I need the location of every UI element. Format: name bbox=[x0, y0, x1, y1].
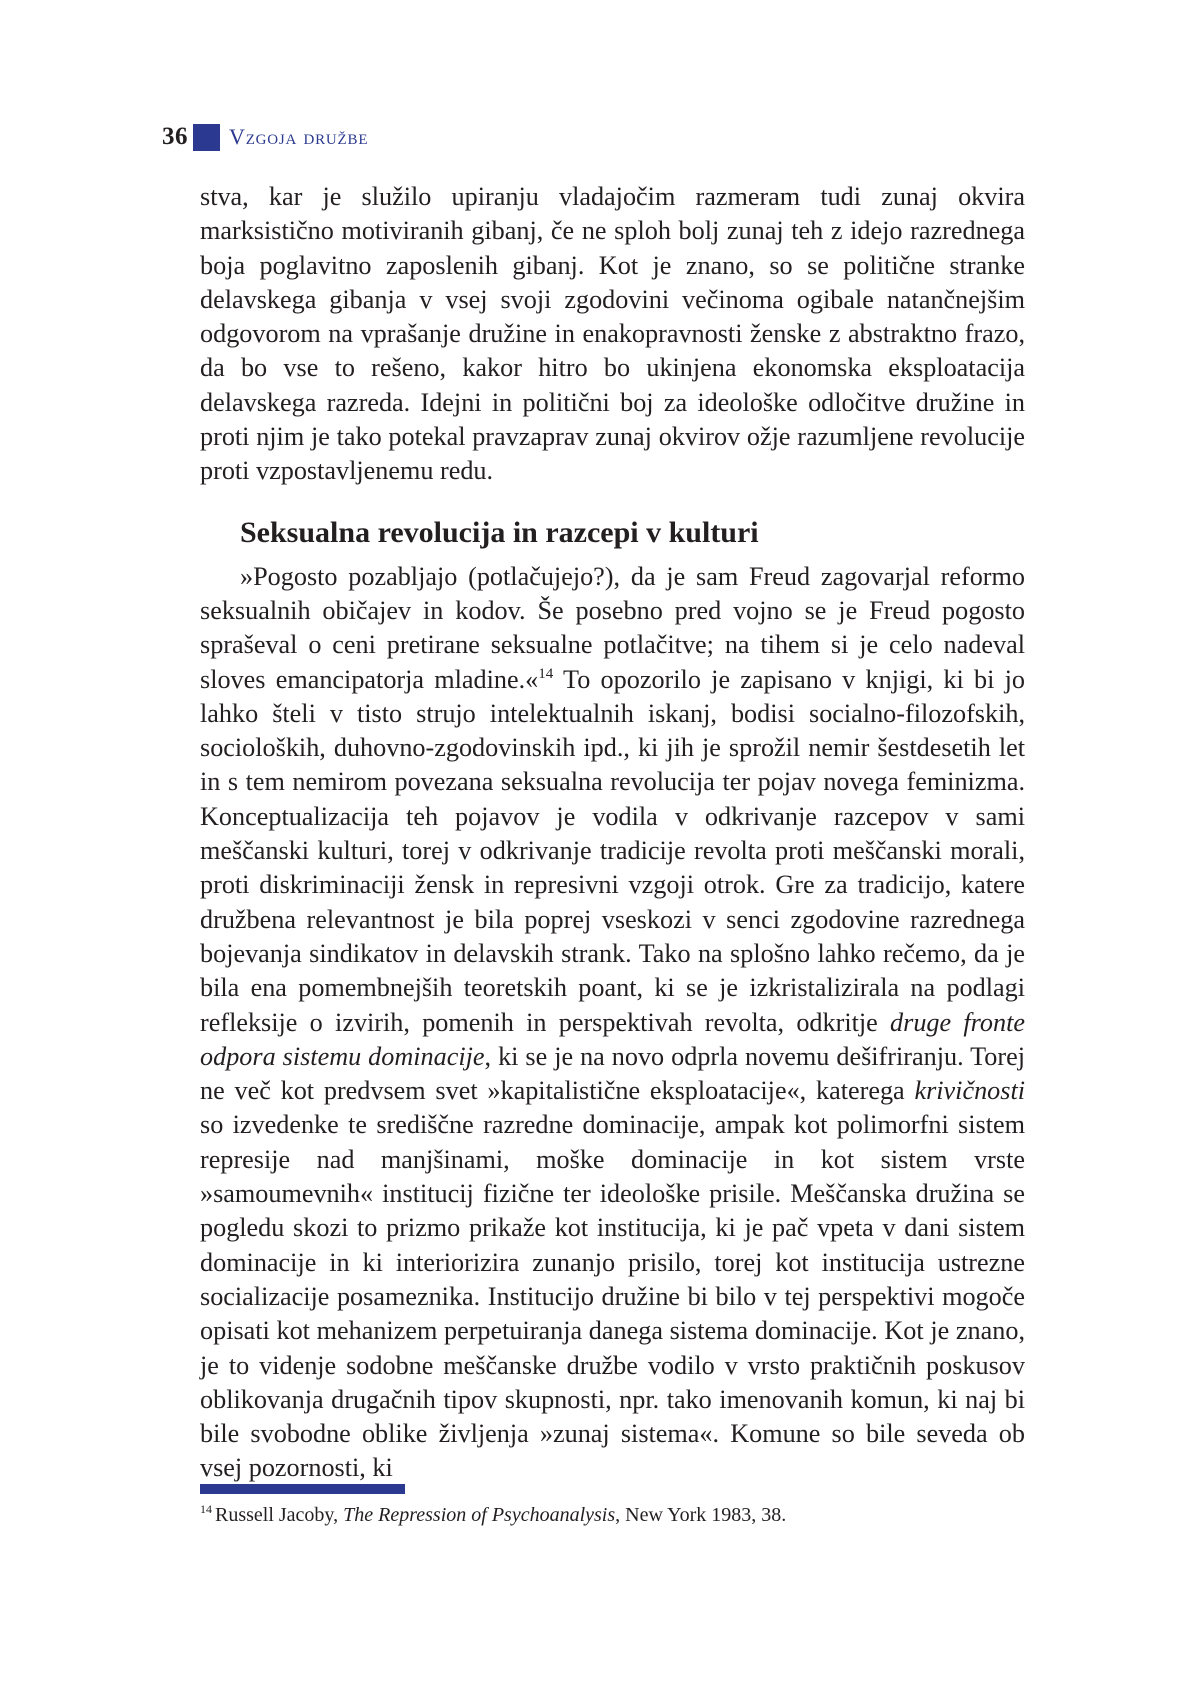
running-head: Vzgoja družbe bbox=[229, 124, 369, 149]
footnote-rule bbox=[200, 1484, 405, 1494]
italic-phrase: krivičnosti bbox=[914, 1076, 1025, 1106]
page-number: 36 bbox=[162, 123, 188, 150]
footnote-details: , New York 1983, 38. bbox=[615, 1504, 787, 1526]
footnote bbox=[200, 1502, 1025, 1528]
italic-phrase: druge fronte odpora sistemu dominacije bbox=[200, 1007, 1025, 1071]
header-color-block bbox=[193, 124, 220, 151]
paragraph-text: To opozorilo je zapisano v knjigi, ki bi jo lahko šteli v tisto strujo intelektualnih iskanj, bodisi socialno-filozofskih, socioloških, duhovno-zgodovinskih ipd., ki jih je sprožil nemir šestdesetih let in s tem nemirom povezana seksualna revolucija ter pojav novega feminizma. Konceptualizacija teh pojavov je vodila v odkrivanje razcepov v sami meščanski kulturi, torej v odkrivanje tradicije revolta proti meščanski morali, proti diskriminaciji žensk in represivni vzgoji otrok. Gre za tradicijo, katere družbena relevantnost je bila poprej vseskozi v senci zgodovine razrednega bojevanja sindikatov in delavskih strank. Tako na splošno lahko rečemo, da je bila ena pomembnejših teoretskih poant, ki se je izkristalizirala na podlagi refleksije o izvirih, pomenih in perspektivah revolta, odkritje bbox=[200, 664, 1026, 1037]
footnote-title: The Repression of Psychoanalysis bbox=[343, 1504, 616, 1526]
body-paragraph: stva, kar je služilo upiranju vladajočim razmeram tudi zunaj okvira marksistično motiviranih gibanj, če ne sploh bolj zunaj teh z idejo razrednega boja poglavitno zaposlenih gibanj. Kot je znano, so se politične stranke delavskega gibanja v vsej svoji zgodovini večinoma ogibale natančnejšim odgovorom na vprašanje družine in enakopravnosti ženske z abstraktno frazo, da bo vse to rešeno, kakor hitro bo ukinjena ekonomska eksploatacija delavskega razreda. Idejni in politični boj za ideološke odločitve družine in proti njim je tako potekal pravzaprav zunaj okvirov ožje razumljene revolucije proti vzpostavljenemu redu. bbox=[200, 182, 1025, 486]
section-heading: Seksualna revolucija in razcepi v kulturi bbox=[240, 515, 759, 549]
body-paragraph bbox=[200, 560, 1025, 1486]
quoted-text: »Pogosto pozabljajo (potlačujejo?), da je sam Freud zagovarjal reformo seksualnih običajev in kodov. Še posebno pred vojno se je Freud pogosto spraševal o ceni pretirane seksualne potlačitve; na tihem si je celo nadeval sloves emancipatorja mladine.« bbox=[200, 561, 1025, 694]
footnote-number: 14 bbox=[200, 1502, 212, 1516]
footnote-author: Russell Jacoby, bbox=[215, 1504, 344, 1526]
paragraph-text: so izvedenke te središčne razredne dominacije, ampak kot polimorfni sistem represije nad manjšinami, moške dominacije in kot sistem vrste »samoumevnih« institucij fizične ter ideološke prisile. Meščanska družina se pogledu skozi to prizmo prikaže kot institucija, ki je pač vpeta v dani sistem dominacije in ki interiorizira zunanjo prisilo, torej kot institucija ustrezne socializacije posameznika. Institucijo družine bi bilo v tej perspektivi mogoče opisati kot mehanizem perpetuiranja danega sistema dominacije. Kot je znano, je to videnje sodobne meščanske družbe vodilo v vrsto praktičnih poskusov oblikovanja drugačnih tipov skupnosti, npr. tako imenovanih komun, ki naj bi bile svobodne oblike življenja »zunaj sistema«. Komune so bile seveda ob vsej pozornosti, ki bbox=[200, 1110, 1025, 1483]
page-header bbox=[162, 120, 368, 154]
footnote-reference: 14 bbox=[538, 665, 554, 682]
main-text-column bbox=[200, 180, 1025, 1486]
paragraph-text: , ki se je na novo odprla novemu dešifriranju. Torej ne več kot predvsem svet »kapitalistične eksploatacije«, katerega bbox=[200, 1041, 1025, 1106]
